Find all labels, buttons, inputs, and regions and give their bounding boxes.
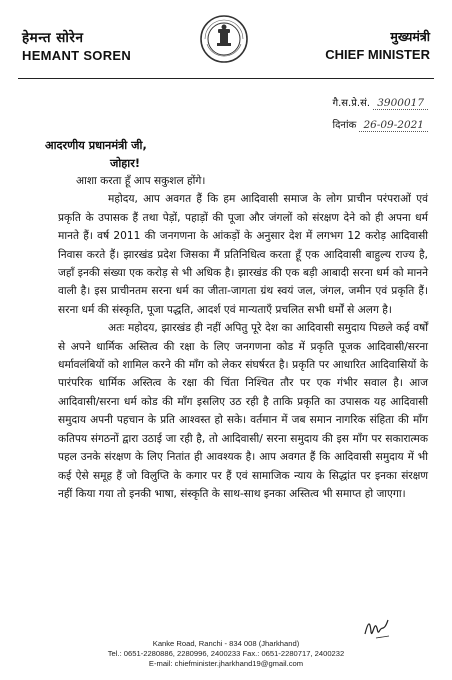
letterhead-right xyxy=(325,28,430,62)
signature-icon xyxy=(362,612,392,642)
salutation: आदरणीय प्रधानमंत्री जी, xyxy=(45,139,147,152)
letter-date xyxy=(333,117,428,131)
letter-body xyxy=(58,172,428,503)
letterhead-footer xyxy=(0,639,452,669)
date-label: दिनांक xyxy=(332,120,357,131)
footer-address: Kanke Road, Ranchi - 834 008 (Jharkhand) xyxy=(152,639,300,648)
title-hindi: मुख्यमंत्री xyxy=(390,29,430,44)
greeting: जोहार! xyxy=(110,157,141,170)
date-value: 26-09-2021 xyxy=(359,119,428,132)
header-divider xyxy=(18,78,434,79)
reference-value: 3900017 xyxy=(373,97,428,110)
reference-label: गै.स.प्रे.सं. xyxy=(332,98,371,109)
state-emblem-seal-icon xyxy=(199,14,249,64)
reference-number xyxy=(332,95,428,109)
name-english: HEMANT SOREN xyxy=(22,48,132,63)
name-hindi: हेमन्त सोरेन xyxy=(22,30,84,46)
footer-email: E-mail: chiefminister.jharkhand19@gmail.com xyxy=(148,659,304,668)
footer-phone: Tel.: 0651-2280886, 2280996, 2400233 Fax.: 0651-2280717, 2400232 xyxy=(107,649,345,658)
paragraph: महोदय, आप अवगत हैं कि हम आदिवासी समाज के लोग प्राचीन परंपराओं एवं प्रकृति के उपासक हैं तथा पेड़ों, पहाड़ों की पूजा और जंगलों को संरक्षण देने को ही अपना धर्म मानते हैं। वर्ष 2011 की जनगणना के आंकड़ों के अनुसार देश में लगभग 12 करोड़ आदिवासी निवास करते हैं। झारखंड प्रदेश जिसका मैं प्रतिनिधित्व करता हूँ एक आदिवासी बाहुल्य राज्य है, जहाँ इनकी संख्या एक करोड़ से भी अधिक है। झारखंड की एक बड़ी आबादी सरना धर्म को मानने वाली है। इस प्राचीनतम सरना धर्म का जीता-जागता ग्रंथ स्वयं जल, जंगल, जमीन एवं प्रकृति हैं। सरना धर्म की संस्कृति, पूजा पद्धति, आदर्श एवं मान्यताएँ प्रचलित सभी धर्मों से अलग है। xyxy=(58,193,428,316)
paragraph: अतः महोदय, झारखंड ही नहीं अपितु पूरे देश का आदिवासी समुदाय पिछले कई वर्षों से अपने धार्मिक अस्तित्व की रक्षा के लिए जनगणना कोड में प्रकृति पूजक आदिवासी/सरना धर्मावलंबियों को शामिल करने की माँग को लेकर संघर्षरत है। प्रकृति पर आधारित आदिवासियों के पारंपरिक धार्मिक अस्तित्व के रक्षा की चिंता निश्चित तौर पर एक गंभीर सवाल है। आज आदिवासी/सरना धर्म कोड की माँग इसलिए उठ रही है ताकि प्रकृति का उपासक यह आदिवासी समुदाय अपनी पहचान के प्रति आश्वस्त हो सके। वर्तमान में जब समान नागरिक संहिता की माँग कतिपय संगठनों द्वारा उठाई जा रही है, तो आदिवासी/ सरना समुदाय की इस माँग पर सकारात्मक पहल उनके संरक्षण के लिए नितांत ही आवश्यक है। आप अवगत हैं कि आदिवासी समुदाय में भी कई ऐसे समूह हैं जो विलुप्ति के कगार पर हैं एवं सामाजिक न्याय के सिद्धांत पर इनका संरक्षण नहीं किया गया तो इनकी भाषा, संस्कृति के साथ-साथ इनका अस्तित्व भी समाप्त हो जाएगा। xyxy=(58,322,428,500)
paragraph-opening: आशा करता हूँ आप सकुशल होंगे। xyxy=(76,175,206,187)
letterhead-left xyxy=(22,28,131,63)
title-english: CHIEF MINISTER xyxy=(325,47,430,62)
